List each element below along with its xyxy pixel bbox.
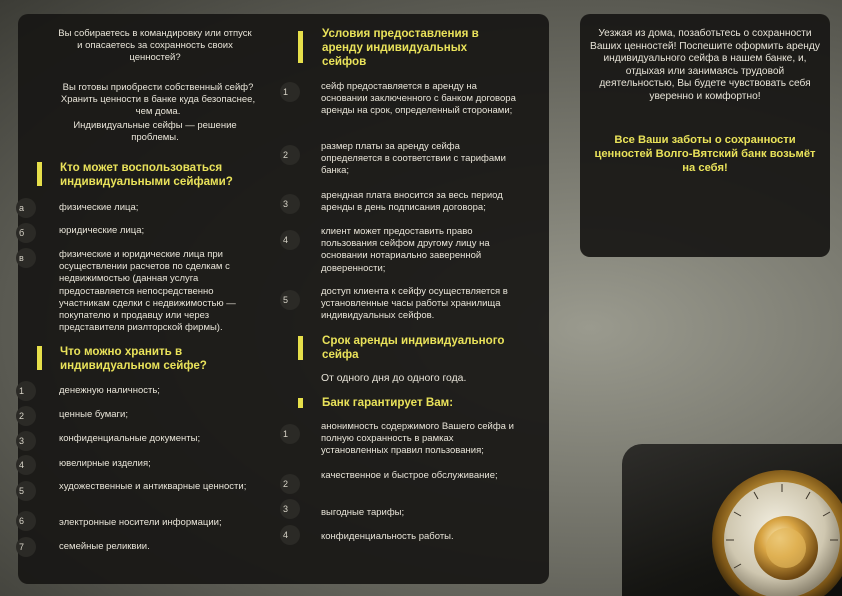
term-heading: Срок аренды индивидуального сейфа (322, 334, 505, 361)
section-marker-bar (37, 162, 42, 186)
list-item: денежную наличность; (59, 385, 160, 396)
right-panel-text: Уезжая из дома, позаботьтесь о сохранности Ваших ценностей! Поспешите оформить аренду индивидуального сейфа в нашем банке, и, отдыхая или занимаясь трудовой деятельностью, Вы будете чувствовать себя уверенно и комфортно! (590, 28, 820, 102)
list-marker: 5 (16, 481, 36, 501)
list-marker: 3 (280, 194, 300, 214)
guarantee-heading: Банк гарантирует Вам: (322, 396, 454, 409)
safe-dial-icon (700, 462, 842, 596)
list-marker: 4 (16, 455, 36, 475)
intro-paragraph-2: Вы готовы приобрести собственный сейф? Хранить ценности в банке куда безопаснее, чем дома. (60, 82, 256, 118)
list-item: арендная плата вносится за весь период аренды в день подписания договора; (321, 190, 503, 214)
list-item: юридические лица; (59, 225, 145, 236)
list-marker: 1 (280, 424, 300, 444)
list-marker: 4 (280, 230, 300, 250)
list-marker: 3 (16, 431, 36, 451)
list-marker: 5 (280, 290, 300, 310)
list-marker: 2 (16, 406, 36, 426)
list-marker: 1 (280, 82, 300, 102)
list-item: сейф предоставляется в аренду на основании заключенного с банком договора аренды на срок, определенный сторонами; (321, 81, 516, 117)
what-heading: Что можно хранить в индивидуальном сейфе? (60, 345, 207, 372)
who-heading: Кто может воспользоваться индивидуальными сейфами? (60, 161, 233, 188)
list-item: художественные и антикварные ценности; (59, 481, 247, 492)
list-marker: 7 (16, 537, 36, 557)
list-item: электронные носители информации; (59, 517, 222, 528)
right-panel-slogan: Все Ваши заботы о сохранности ценностей Волго-Вятский банк возьмёт на себя! (594, 134, 816, 174)
list-marker: б (16, 223, 36, 243)
list-item: размер платы за аренду сейфа определяется в соответствии с тарифами банка; (321, 141, 506, 177)
list-item: выгодные тарифы; (321, 507, 405, 518)
list-item: качественное и быстрое обслуживание; (321, 470, 498, 481)
list-marker: а (16, 198, 36, 218)
list-item: семейные реликвии. (59, 541, 150, 552)
section-marker-bar (298, 398, 303, 408)
list-item: доступ клиента к сейфу осуществляется в установленные часы работы хранилища индивидуальных сейфов. (321, 286, 508, 322)
intro-paragraph-1: Вы собираетесь в командировку или отпуск и опасаетесь за сохранность своих ценностей? (58, 28, 252, 64)
section-marker-bar (37, 346, 42, 370)
section-marker-bar (298, 336, 303, 360)
list-item: физические лица; (59, 202, 139, 213)
list-item: ювелирные изделия; (59, 458, 151, 469)
list-item: клиент может предоставить право пользования сейфом другому лицу на основании нотариально заверенной доверенности; (321, 226, 490, 274)
list-marker: 4 (280, 525, 300, 545)
list-item: ценные бумаги; (59, 409, 128, 420)
list-marker: 3 (280, 499, 300, 519)
conditions-heading: Условия предоставления в аренду индивидуальных сейфов (322, 27, 479, 68)
list-item: конфиденциальность работы. (321, 531, 454, 542)
list-marker: 1 (16, 381, 36, 401)
section-marker-bar (298, 31, 303, 63)
list-item: конфиденциальные документы; (59, 433, 201, 444)
list-item: физические и юридические лица при осуществлении расчетов по сделкам с недвижимостью (данная услуга предоставляется непосредственно участникам сделки с недвижимостью — покупателю и продавцу или через представителя риэлторской фирмы). (59, 249, 236, 334)
list-marker: 2 (280, 145, 300, 165)
intro-paragraph-3: Индивидуальные сейфы — решение проблемы. (73, 120, 237, 144)
list-marker: 6 (16, 511, 36, 531)
term-text: От одного дня до одного года. (321, 373, 467, 384)
list-marker: 2 (280, 474, 300, 494)
list-marker: в (16, 248, 36, 268)
list-item: анонимность содержимого Вашего сейфа и полную сохранность в рамках установленных правил пользования; (321, 421, 514, 457)
